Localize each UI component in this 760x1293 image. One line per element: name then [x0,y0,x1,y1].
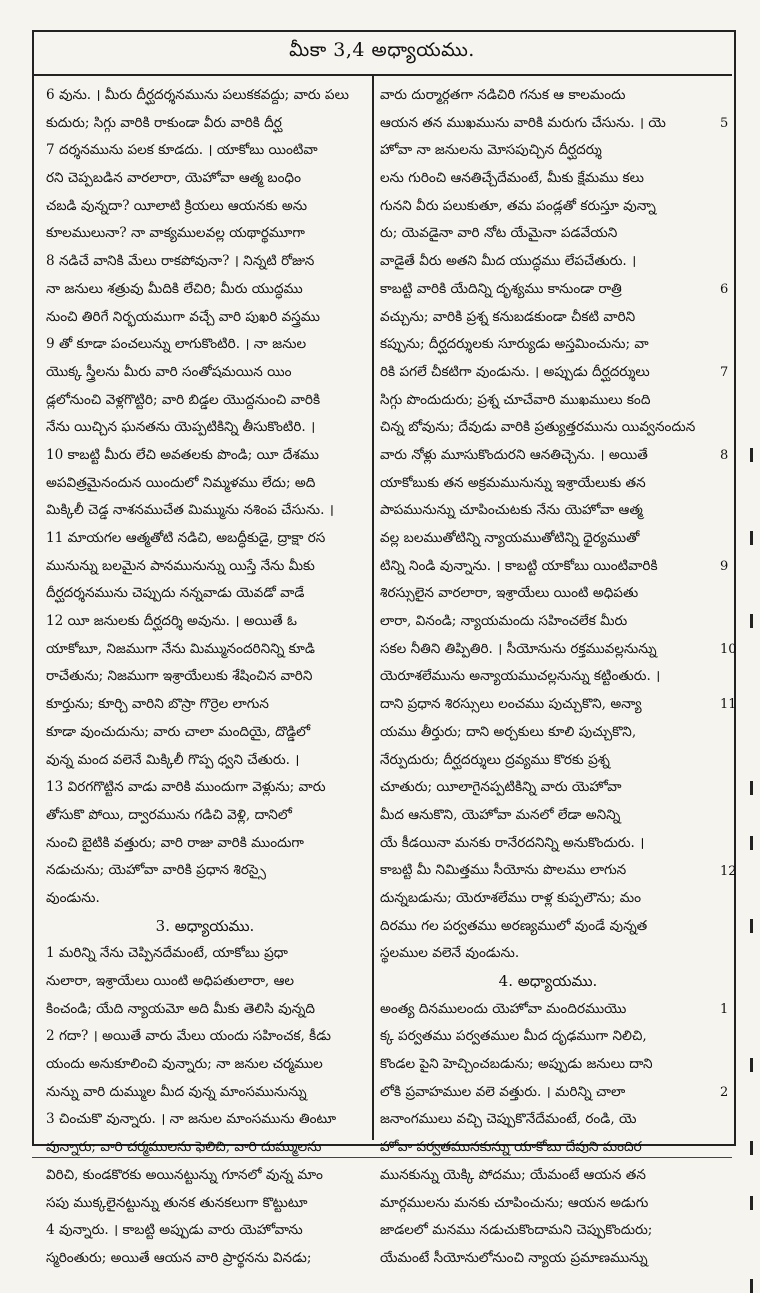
margin-bar-mark [750,1141,753,1155]
text-line: నడుచును; యెహోవా వారికి ప్రధాన శిరస్సై [46,862,266,879]
chapter-heading: 3. అధ్యాయము. [155,916,255,935]
text-line: యెరూశలేమును అన్యాయముచల్లనున్ను కట్టింతురు. । [380,668,661,685]
margin-bar-mark [750,836,753,850]
text-line: యే కీడయినా మనకు రానేరదనిన్ని అనుకొందురు. । [380,834,645,851]
text-line: మిక్కిలీ చెడ్డ నాశనముచేత మిమ్మును నశింప చేసును. । [46,502,334,519]
margin-bar-mark [750,1196,753,1210]
text-line: కూర్తును; కూర్చి వారిని బొస్రా గొర్రెల లాగున [46,696,269,713]
text-line: పాపమునున్ను చూపించుటకు నేను యెహోవా ఆత్మ [380,502,643,519]
text-line: 4 వున్నారు. । కాబట్టి అప్పుడు వారు యెహోవాను [46,1222,303,1239]
text-line: నుంచి బైటికి వత్తురు; వారి రాజు వారికి ముందుగా [46,834,304,851]
left-column [46,82,364,1266]
text-line: క్క పర్వతము పర్వతముల మీద దృఢముగా నిలిచి, [380,1028,647,1045]
text-line: చూతురు; యీలాగైనప్పటికిన్ని వారు యెహోవా [380,779,622,796]
text-line: నులారా, ఇశ్రాయేలు యింటి అధిపతులారా, ఆల [46,973,295,989]
text-line: యందు అనుకూలించి వున్నారు; నా జనుల చర్మముల [46,1056,323,1073]
margin-bar-mark [750,448,753,462]
text-line: చిన్న బోవును; దేవుడు వారికి ప్రత్యుత్తరమును యివ్వనందున [380,419,696,436]
text-line: నా జనులు శత్రువు మీదికి లేచిరి; మీరు యుద్ధము [46,280,303,297]
text-line: 8 నడిచే వానికి మేలు రాకపోవునా? । నిన్నటి రోజున [46,253,315,270]
margin-marks [750,82,756,1138]
text-line: వుండును. [46,889,100,906]
verse-number: 11 [720,697,737,713]
text-line: కూలములునా? నా వాక్యములవల్ల యథార్థమూగా [46,225,305,242]
text-line: 1 మరిన్ని నేను చెప్పినదేమంటే, యాకోబు ప్రధా [46,945,288,962]
text-line: అంత్య దినములందు యెహోవా మందిరముయొ [380,1000,627,1017]
text-line: డ్లలోనుంచి వెళ్లగొట్టిరి; వారి బిడ్డల యొద్దనుంచి వారికి [46,391,321,408]
text-line: వారు నోళ్లు మూసుకొందురని ఆనతిచ్చెను. । అయితే [380,446,648,463]
margin-bar-mark [750,614,753,628]
verse-number: 8 [720,448,729,464]
margin-bar-mark [750,781,753,795]
verse-margin-numbers [720,82,740,1138]
text-line: 2 గదా? । అయితే వారు మేలు యందు సహించక, కీడు [46,1028,331,1045]
text-line: కుదురు; సిగ్గు వారికి రాకుండా వీరు వారికి దీర్ఘ [46,114,282,131]
text-line: రని చెప్పబడిన వారలారా, యెహోవా ఆత్మ బంధిం [46,170,301,187]
verse-number: 6 [720,281,729,297]
text-line: 12 యీ జనులకు దీర్ఘదర్శి అవును. । అయితే ఓ [46,613,297,630]
text-line: యాకోబుకు తన అక్రమమునున్ను ఇశ్రాయేలుకు తన [380,474,646,491]
column-divider [372,76,374,1140]
text-line: దాని ప్రధాన శిరస్సులు లంచము పుచ్చుకొని, అన్యా [380,696,642,713]
text-line: వచ్చును; వారికి ప్రశ్న కనుబడకుండా చీకటి వారిని [380,308,636,325]
text-line: దీర్ఘదర్శనమును చెప్పుదు నన్నవాడు యెవడో వాడే [46,585,305,602]
text-line: అపవిత్రమైనందున యిందులో నిమ్మళము లేదు; అది [46,474,316,491]
text-line: సకల నీతిని తిప్పితిరి. । సీయోనును రక్తమువల్లనున్ను [380,640,657,657]
text-line: తోసుకొ పోయి, ద్వారమును గడిచి వెళ్లి, దానిలో [46,806,292,823]
text-line: వాడైతే వీరు అతని మీద యుద్ధము లేపచేతురు. । [380,253,637,270]
page-title: మీకా 3,4 అధ్యాయము. [289,38,475,61]
text-line: సిగ్గు పొందుదురు; ప్రశ్న చూచేవారి ముఖములు కంది [380,391,651,408]
text-line: నేను యిచ్చిన ఘనతను యెప్పటికిన్ని తీసుకొంటిరి. । [46,419,316,436]
text-line: మీద ఆనుకొని, యెహోవా మనలో లేడా అనిన్ని [380,806,621,823]
verse-number: 5 [720,115,729,131]
text-line: రాచేతును; నిజముగా ఇశ్రాయేలుకు శేషించిన వారిని [46,668,313,685]
text-line: కొండల పైని హెచ్చించబడును; అప్పుడు జనులు దాని [380,1056,653,1073]
text-line: యేమంటే సీయోనులోనుంచి న్యాయ ప్రమాణమున్ను [380,1249,648,1266]
text-line: కప్పును; దీర్ఘదర్శులకు సూర్యుడు అస్తమించును; వా [380,336,649,353]
text-line: 7 దర్శనమును పలక కూడదు. । యాకోబు యింటివా [46,142,318,159]
text-line: హోవా పర్వతమునకున్ను యాకోబు దేవుని మందిర [380,1139,642,1156]
text-line: దిరము గల పర్వతము అరణ్యములో వుండే వున్నత [380,917,648,934]
text-line: ఆయన తన ముఖమును వారికి మరుగు చేసును. । యె [380,114,666,131]
text-line: లోకి ప్రవాహముల వలె వత్తురు. । మరిన్ని చాలా [380,1083,626,1100]
text-line: 3 చించుకొ వున్నారు. । నా జనుల మాంసమును తింటూ [46,1111,337,1128]
text-line: నుంచి తిరిగే నిర్భయముగా వచ్చే వారి పుఖరి వస్త్రము [46,308,320,325]
text-line: వారు దుర్మార్గతగా నడిచిరి గనుక ఆ కాలమందు [380,87,626,103]
text-line: స్థలముల వలెనే వుండును. [380,945,520,962]
text-line: శిరస్సులైన వారలారా, ఇశ్రాయేలు యింటి అధిపతు [380,585,639,602]
margin-bar-mark [750,531,753,545]
text-line: మునున్ను బలమైన పానమునున్ను యిస్తే నేను మీకు [46,557,315,574]
text-line: 11 మాయగల ఆత్మతోటి నడిచి, అబద్ధీకుడై, ద్రాక్షా రస [46,530,326,546]
verse-number: 9 [720,558,729,574]
text-line: రు; యెవడైనా వారి నోట యేమైనా పడవేయని [380,225,618,242]
text-line: నున్ను వారి దుమ్ముల మీద వున్న మాంసమునున్ను [46,1083,307,1100]
text-line: లారా, వినండి; న్యాయమందు సహించలేక మీరు [380,613,628,630]
text-line: యము తీర్తురు; దాని అర్చకులు కూలి పుచ్చుకొని, [380,723,637,740]
text-line: యొక్క స్త్రీలను మీరు వారి సంతోషమయిన యిం [46,363,292,380]
text-line: 13 విరగగొట్టిన వాడు వారికి ముందుగా వెళ్లును; వారు [46,779,326,796]
verse-number: 12 [720,863,737,879]
verse-number: 2 [720,1085,729,1101]
text-line: దున్నబడును; యెరూశలేము రాళ్ల కుప్పలౌను; మం [380,889,642,906]
text-line: వున్నారు; వారి చర్మములను ఫెలిచి, వారి దుమ్ములను [46,1139,322,1156]
text-line: స్మరింతురు; అయితే ఆయన వారి ప్రార్థనను వినడు; [46,1249,312,1266]
text-line: సపు ముక్కలైనట్టున్ను తునక తునకలుగా కొట్టుటూ [46,1194,308,1211]
text-line: జనాంగములు వచ్చి చెప్పుకొనేదేమంటే, రండి, యె [380,1111,637,1128]
text-line: కాబట్టి వారికి యేదిన్ని దృశ్యము కానుండా రాత్రి [380,280,622,297]
text-line: నేర్పుదురు; దీర్ఘదర్శులు ద్రవ్యము కొరకు ప్రశ్న [380,751,610,768]
text-line: కూడా వుంచుదును; వారు చాలా మందియై, దొడ్డిలో [46,723,311,740]
text-line: జాడలలో మనము నడుచుకొందామని చెప్పుకొందురు; [380,1222,653,1239]
text-line: చబడి వున్నదా? యీలాటి క్రియలు ఆయనకు అను [46,197,308,214]
verse-number: 1 [720,1002,729,1018]
text-line: లను గురించి ఆనతిచ్చేదేమంటే, మీకు క్షేమము కలు [380,170,644,187]
text-line: యాకోబూ, నిజముగా నేను మిమ్మునందరినిన్ని కూడి [46,640,315,657]
text-line: గునని వీరు పలుకుతూ, తమ పండ్లతో కరుస్తూ వున్నా [380,197,656,214]
text-line: మార్గములను మనకు చూపించును; ఆయన అడుగు [380,1194,649,1211]
text-line: విరిచి, కుండకొరకు అయినట్టున్ను గూనలో వున్న మాం [46,1166,323,1183]
text-line: కాబట్టి మీ నిమిత్తము సీయోను పొలము లాగున [380,862,627,879]
page-header [32,30,732,76]
verse-number: 7 [720,365,729,380]
text-line: 10 కాబట్టి మీరు లేచి అవతలకు పొండి; యీ దేశము [46,446,319,463]
margin-bar-mark [750,919,753,933]
text-line: వున్న మంద వలెనే మిక్కిలీ గొప్ప ధ్వని చేతురు. । [46,751,300,768]
text-line: 9 తో కూడా పంచలున్ను లాగుకొంటిరి. । నా జనుల [46,336,307,353]
margin-bar-mark [750,1279,753,1293]
text-line: 6 వును. । మీరు దీర్ఘదర్శనమును పలుకకవద్దు; వారు పలు [46,87,349,103]
text-line: కించండి; యేది న్యాయమో అది మీకు తెలిసి వున్నది [46,1000,315,1017]
margin-bar-mark [750,1058,753,1072]
text-line: మునకున్ను యెక్కి పోదము; యేమంటే ఆయన తన [380,1166,646,1183]
text-line: టిన్ని నిండి వున్నాను. । కాబట్టి యాకోబు యింటివారికి [380,557,658,574]
right-column [380,82,716,1266]
text-line: వల్ల బలముతోటిన్ని న్యాయముతోటిన్ని ధైర్యముతో [380,530,640,546]
verse-number: 10 [720,642,737,657]
text-line: హోవా నా జనులను మోసపుచ్చిన దీర్ఘదర్శు [380,142,602,159]
chapter-heading: 4. అధ్యాయము. [498,972,598,990]
text-line: రికి పగలే చీకటిగా వుండును. । అప్పుడు దీర్ఘదర్శులు [380,363,650,380]
